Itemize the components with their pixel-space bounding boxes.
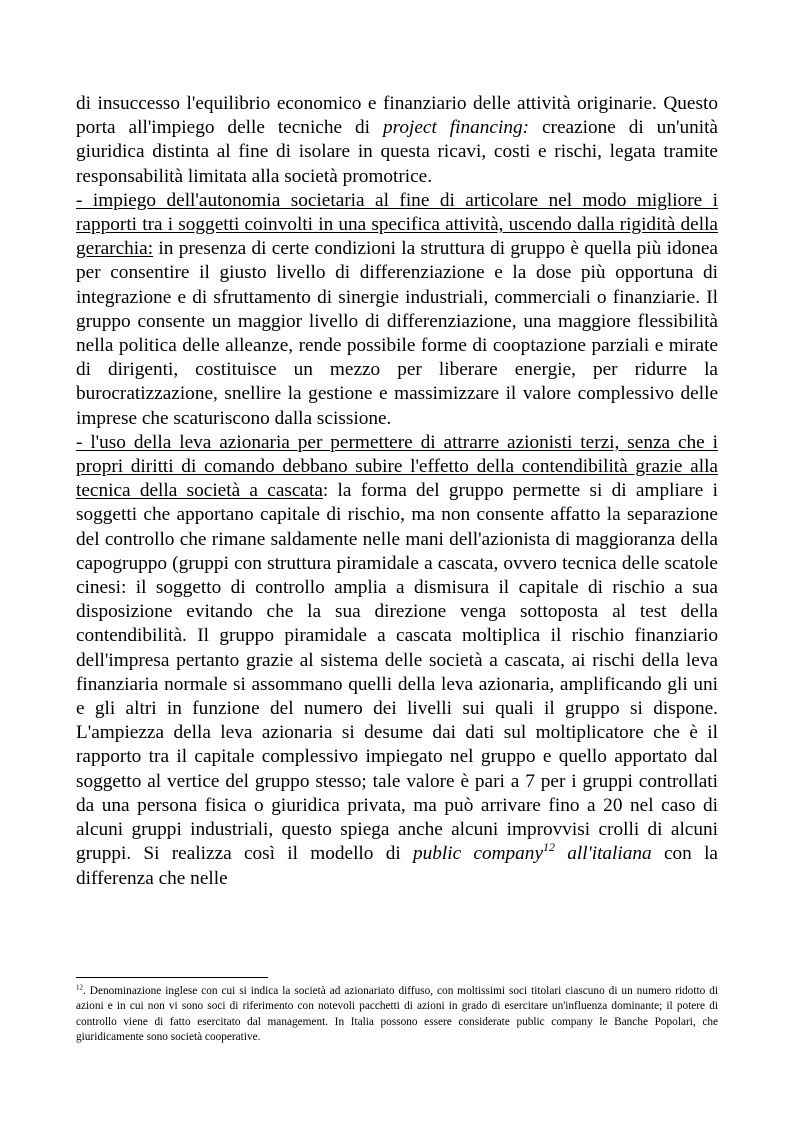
footnote: [76, 984, 718, 1045]
text-run: con la differenza che nelle: [76, 843, 718, 889]
emphasis-all-italiana: all'italiana: [554, 843, 652, 865]
text-run: creazione di un'unità giuridica distinta al fine di isolare in questa ricavi, costi e rischi, legata tramite responsabilità limitata alla società promotrice.: [76, 117, 718, 187]
emphasis-project-financing: project financing:: [382, 117, 530, 139]
footnote-marker: 12: [76, 983, 83, 992]
paragraph-project-financing: [76, 92, 718, 189]
paragraph-leva-azionaria: [76, 431, 718, 891]
text-run: di insuccesso l'equilibrio economico e finanziario delle attività originarie. Questo porta all'impiego delle tecniche di: [76, 93, 718, 139]
paragraph-autonomia-societaria: [76, 189, 718, 431]
text-run: : la forma del gruppo permette si di ampliare i soggetti che apportano capitale di rischio, ma non consente affatto la separazione del controllo che rimane saldamente nelle mani dell'azionista di maggioranza della capogruppo (gruppi con struttura piramidale a cascata, ovvero tecnica delle scatole cinesi: il soggetto di controllo amplia a dismisura il capitale di rischio a sua disposizione evitando che la sua direzione venga sottoposta al test della contendibilità. Il gruppo piramidale a cascata moltiplica il rischio finanziario dell'impresa pertanto grazie al sistema delle società a cascata, ai rischi della leva finanziaria normale si assommano quelli della leva azionaria, amplificando gli uni e gli altri in funzione del numero dei livelli sui quali il gruppo si dispone. L'ampiezza della leva azionaria si desume dai dati sul moltiplicatore che è il rapporto tra il capitale complessivo impiegato nel gruppo e quello apportato dal soggetto al vertice del gruppo stesso; tale valore è pari a 7 per i gruppi controllati da una persona fisica o giuridica privata, ma può arrivare fino a 20 nel caso di alcuni gruppi industriali, questo spiega anche alcuni improvvisi crolli di alcuni gruppi. Si realizza così il modello di: [76, 480, 718, 865]
footnote-reference[interactable]: 12: [543, 840, 555, 855]
footnote-text: . Denominazione inglese con cui si indica la società ad azionariato diffuso, con moltissimi soci titolari ciascuno di un numero ridotto di azioni e in cui non vi sono soci di riferimento con notevoli pacchetti di azioni in grado di esercitare un'influenza dominante; il potere di controllo viene di fatto esercitato dal management. In Italia possono essere considerate public company le Banche Popolari, che giuridicamente sono società cooperative.: [76, 985, 718, 1043]
footnote-separator: [76, 977, 268, 978]
emphasis-public-company: public company: [412, 843, 544, 865]
underlined-heading: - impiego dell'autonomia societaria al fine di articolare nel modo migliore i rapporti tra i soggetti coinvolti in una specifica attività, uscendo dalla rigidità della gerarchia:: [76, 189, 718, 260]
underlined-heading: - l'uso della leva azionaria per permettere di attrarre azionisti terzi, senza che i propri diritti di comando debbano subire l'effetto della contendibilità grazie alla tecnica della società a cascata: [76, 431, 718, 502]
text-run: in presenza di certe condizioni la struttura di gruppo è quella più idonea per consentire il giusto livello di differenziazione e la dose più opportuna di integrazione e di sfruttamento di sinergie industriali, commerciali o finanziarie. Il gruppo consente un maggior livello di differenziazione, una maggiore flessibilità nella politica delle alleanze, rende possibile forme di cooptazione parziali e mirate di dirigenti, costituisce un mezzo per liberare energie, per ridurre la burocratizzazione, snellire la gestione e massimizzare il valore complessivo delle imprese che scaturiscono dalla scissione.: [76, 238, 718, 429]
document-body: [76, 92, 718, 891]
